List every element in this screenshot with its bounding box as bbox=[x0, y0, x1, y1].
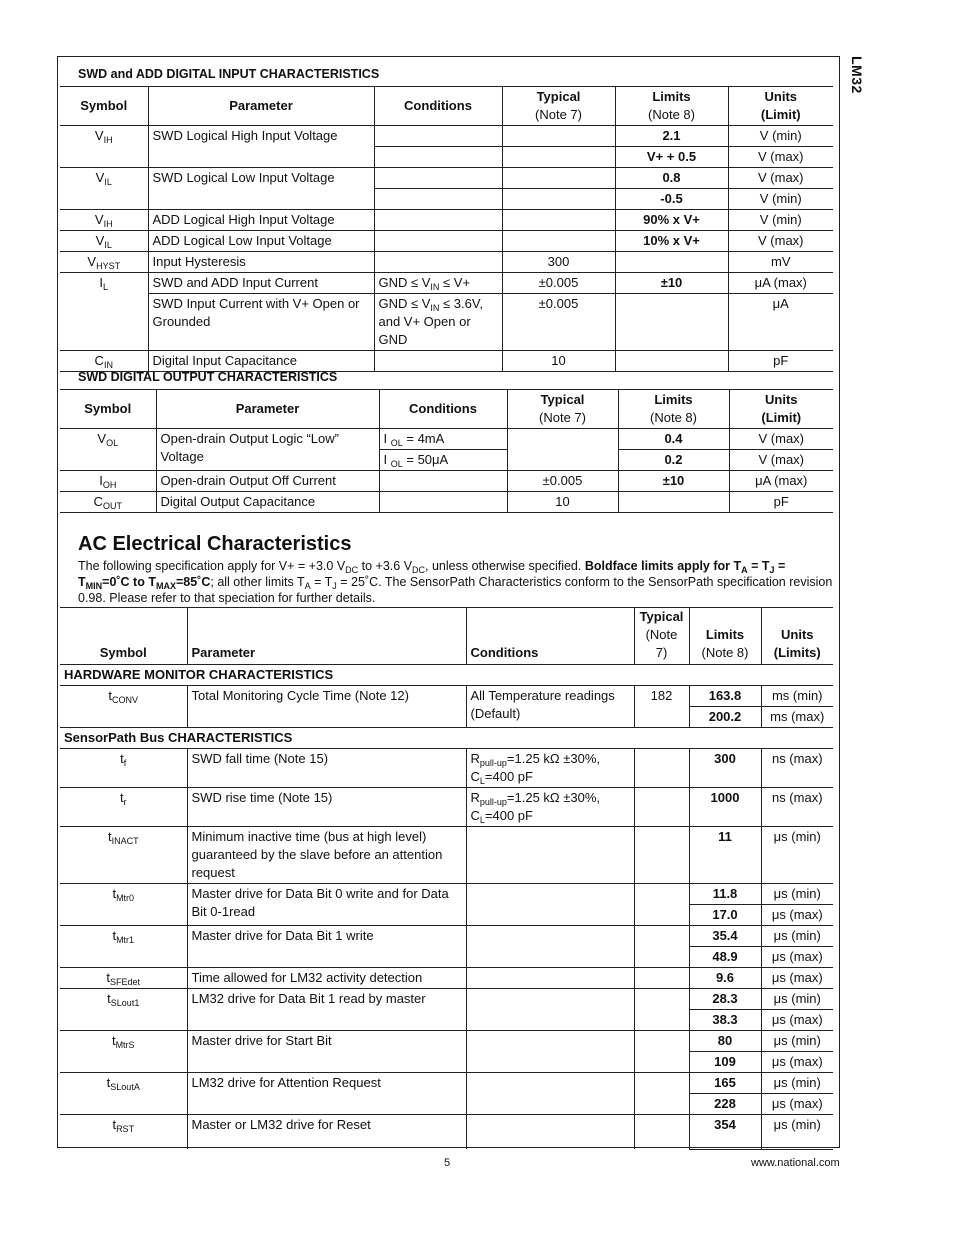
table-row: $t_{SFEdet}$ Time allowed for LM32 activity detection 9.6 μs (max) bbox=[60, 968, 833, 989]
header-conditions: Conditions bbox=[466, 608, 634, 665]
side-part-label: LM32 bbox=[849, 56, 865, 94]
page-number: 5 bbox=[444, 1157, 451, 1169]
table-row: 200.2 ms (max) bbox=[60, 707, 833, 728]
table-row: $t_{Mtr0}$ Master drive for Data Bit 0 write and for Data Bit 0-1read 11.8 μs (min) bbox=[60, 884, 833, 905]
header-limits: Limits (Note 8) bbox=[618, 390, 729, 429]
table-row: $t_{INACT}$ Minimum inactive time (bus at high level) guaranteed by the slave before an attention request 11 μs (min) bbox=[60, 827, 833, 884]
table-row: $C_{IN}$ Digital Input Capacitance 10 pF bbox=[60, 351, 833, 372]
table-row: $t_{MtrS}$ Master drive for Start Bit 80 μs (min) bbox=[60, 1031, 833, 1052]
table-row: $V_{OL}$ Open-drain Output Logic “Low” Voltage I $_{OL}$ = 4mA 0.4 V (max) bbox=[60, 429, 833, 450]
table-row: $V_{IH}$ SWD Logical High Input Voltage 2.1 V (min) bbox=[60, 126, 833, 147]
table-row: $I_{OH}$ Open-drain Output Off Current ±0.005 ±10 μA (max) bbox=[60, 471, 833, 492]
table-row: 38.3 μs (max) bbox=[60, 1010, 833, 1031]
ac-section-title: AC Electrical Characteristics bbox=[78, 533, 352, 555]
table-row: $t_{RST}$ Master or LM32 drive for Reset 354 μs (min) bbox=[60, 1115, 833, 1150]
header-conditions: Conditions bbox=[379, 390, 507, 429]
table-row: $V_{IL}$ ADD Logical Low Input Voltage 10% x V+ V (max) bbox=[60, 231, 833, 252]
input-characteristics-table bbox=[60, 86, 833, 372]
header-symbol: Symbol bbox=[60, 390, 156, 429]
header-typical: Typical (Note 7) bbox=[507, 390, 618, 429]
table-header-row bbox=[60, 87, 833, 126]
header-limits: Limits (Note 8) bbox=[615, 87, 728, 126]
table-row: SWD Input Current with V+ Open or Grounded GND ≤ $V_{IN} \le 3.6V$, and V+ Open or GND ±0.005 μA bbox=[60, 294, 833, 351]
header-typical: Typical (Note 7) bbox=[502, 87, 615, 126]
table-row: 17.0 μs (max) bbox=[60, 905, 833, 926]
table-header-row bbox=[60, 390, 833, 429]
table-row: $I_L$ SWD and ADD Input Current GND ≤ $V_{IN} \le V+$ ±0.005 ±10 μA (max) bbox=[60, 273, 833, 294]
table-row: $V_{HYST}$ Input Hysteresis 300 mV bbox=[60, 252, 833, 273]
header-parameter: Parameter bbox=[156, 390, 379, 429]
table-row: $t_{SLoutA}$ LM32 drive for Attention Request 165 μs (min) bbox=[60, 1073, 833, 1094]
section-row-hardware: HARDWARE MONITOR CHARACTERISTICS bbox=[60, 665, 833, 686]
header-units: Units (Limit) bbox=[729, 390, 833, 429]
header-parameter: Parameter bbox=[187, 608, 466, 665]
header-units: Units (Limit) bbox=[728, 87, 833, 126]
output-characteristics-table bbox=[60, 389, 833, 513]
table-row: $t_r$ SWD rise time (Note 15) $R_{pull-up}=1.25$ kΩ ±30%, $C_L=400$ pF 1000 ns (max) bbox=[60, 788, 833, 827]
table-row: $t_{Mtr1}$ Master drive for Data Bit 1 write 35.4 μs (min) bbox=[60, 926, 833, 947]
table-row: $V_{IH}$ ADD Logical High Input Voltage 90% x V+ V (min) bbox=[60, 210, 833, 231]
header-units: Units (Limits) bbox=[761, 608, 833, 665]
section-title-input: SWD and ADD DIGITAL INPUT CHARACTERISTICS bbox=[78, 67, 380, 81]
table-row: -0.5 V (min) bbox=[60, 189, 833, 210]
table-row: $t_f$ SWD fall time (Note 15) $R_{pull-up}=1.25$ kΩ ±30%, $C_L=400$ pF 300 ns (max) bbox=[60, 749, 833, 788]
table-row: $t_{SLout1}$ LM32 drive for Data Bit 1 read by master 28.3 μs (min) bbox=[60, 989, 833, 1010]
table-row: 109 μs (max) bbox=[60, 1052, 833, 1073]
table-row: I $_{OL}$ = 50μA 0.2 V (max) bbox=[60, 450, 833, 471]
table-header-row bbox=[60, 608, 833, 665]
table-row: V+ + 0.5 V (max) bbox=[60, 147, 833, 168]
table-row: 48.9 μs (max) bbox=[60, 947, 833, 968]
ac-characteristics-table bbox=[60, 608, 833, 1150]
footer-url[interactable]: www.national.com bbox=[751, 1157, 840, 1169]
section-title-output: SWD DIGITAL OUTPUT CHARACTERISTICS bbox=[78, 370, 338, 384]
table-row: $V_{IL}$ SWD Logical Low Input Voltage 0.8 V (max) bbox=[60, 168, 833, 189]
header-typical: Typical (Note 7) bbox=[634, 608, 689, 665]
header-symbol: Symbol bbox=[60, 87, 148, 126]
table-row: $C_{OUT}$ Digital Output Capacitance 10 pF bbox=[60, 492, 833, 513]
ac-intro-text: The following specification apply for V+ = +3.0 $V_{DC}$ to +3.6 $V_{DC}$, unless otherwise specified. Boldface limits apply for $T_A = T_J$ = $T_{MIN}=0˚C$ to $T_{MAX}=85˚C$; all other limits $T_A = T_J$ = 25˚C. The SensorPath Characteristics conform to the SensorPath specification revision 0.98. Please refer to that speciation for further details. bbox=[78, 559, 833, 605]
section-row-bus: SensorPath Bus CHARACTERISTICS bbox=[60, 728, 833, 749]
table-row: $t_{CONV}$ Total Monitoring Cycle Time (Note 12) All Temperature readings (Default) 182 163.8 ms (min) bbox=[60, 686, 833, 707]
header-parameter: Parameter bbox=[148, 87, 374, 126]
header-conditions: Conditions bbox=[374, 87, 502, 126]
header-symbol: Symbol bbox=[60, 608, 187, 665]
table-row: 228 μs (max) bbox=[60, 1094, 833, 1115]
header-limits: Limits (Note 8) bbox=[689, 608, 761, 665]
